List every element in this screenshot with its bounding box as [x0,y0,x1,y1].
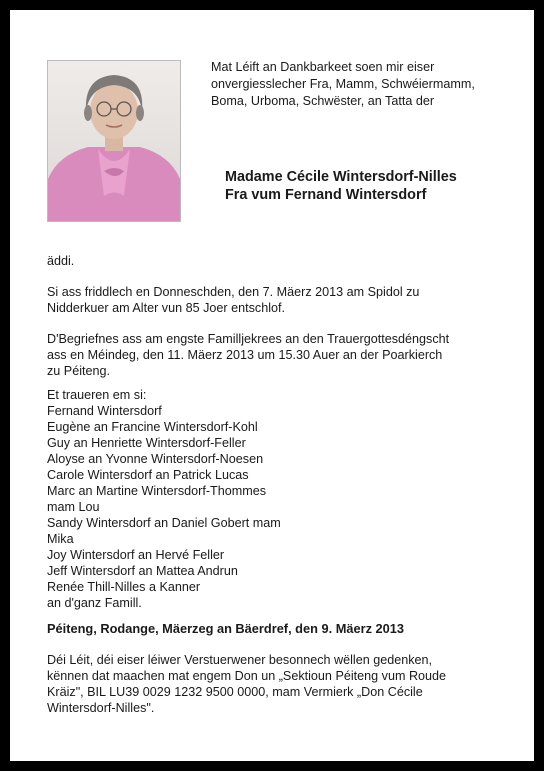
mourner-entry: Guy an Henriette Wintersdorf-Feller [47,436,246,450]
mourners-heading: Et traueren em si: [47,388,147,402]
intro-line: Mat Léift an Dankbarkeet soen mir eiser [211,60,435,74]
mourner-entry: Carole Wintersdorf an Patrick Lucas [47,468,249,482]
mourner-entry: Joy Wintersdorf an Hervé Feller [47,548,225,562]
mourner-entry: Marc an Martine Wintersdorf-Thommes [47,484,267,498]
place-and-date: Péiteng, Rodange, Mäerzeg an Bäerdref, den 9. Mäerz 2013 [47,621,405,636]
mourner-entry: Eugène an Francine Wintersdorf-Kohl [47,420,258,434]
death-line: Si ass friddlech en Donneschden, den 7. Mäerz 2013 am Spidol zu [47,285,420,299]
obituary-page [10,10,534,761]
mourners-list [47,387,517,611]
mourner-entry: Sandy Wintersdorf an Daniel Gobert mam [47,516,281,530]
death-notice [47,284,517,316]
funeral-line: D'Begriefnes ass am engste Familljekrees an den Trauergottesdéngscht [47,332,450,346]
donation-line: Wintersdorf-Nilles". [47,701,155,715]
donation-notice [47,652,517,716]
funeral-line: zu Péiteng. [47,364,111,378]
donation-line: Déi Léit, déi eiser léiwer Verstuerwener besonnech wëllen gedenken, [47,653,433,667]
mourner-entry: an d'ganz Famill. [47,596,142,610]
mourner-entry: Jeff Wintersdorf an Mattea Andrun [47,564,238,578]
death-line: Nidderkuer am Alter vun 85 Joer entschlof. [47,301,286,315]
deceased-spouse: Fra vum Fernand Wintersdorf [225,187,427,203]
greeting: äddi. [47,254,75,268]
funeral-notice [47,331,517,379]
mourner-entry: mam Lou [47,500,100,514]
deceased-name-block [225,168,457,204]
donation-line: Kräiz", BIL LU39 0029 1232 9500 0000, mam Vermierk „Don Cécile [47,685,423,699]
portrait-image [48,61,180,221]
portrait-photo [47,60,181,222]
donation-line: kënnen dat maachen mat engem Don un „Sektioun Péiteng vum Roude [47,669,447,683]
mourner-entry: Fernand Wintersdorf [47,404,162,418]
intro-text [211,59,521,110]
funeral-line: ass en Méindeg, den 11. Mäerz 2013 um 15.30 Auer an der Poarkierch [47,348,443,362]
mourner-entry: Aloyse an Yvonne Wintersdorf-Noesen [47,452,264,466]
deceased-name: Madame Cécile Wintersdorf-Nilles [225,169,457,185]
intro-line: onvergiesslecher Fra, Mamm, Schwéiermamm, [211,77,475,91]
mourner-entry: Renée Thill-Nilles a Kanner [47,580,201,594]
intro-line: Boma, Urboma, Schwëster, an Tatta der [211,94,435,108]
mourner-entry: Mika [47,532,74,546]
